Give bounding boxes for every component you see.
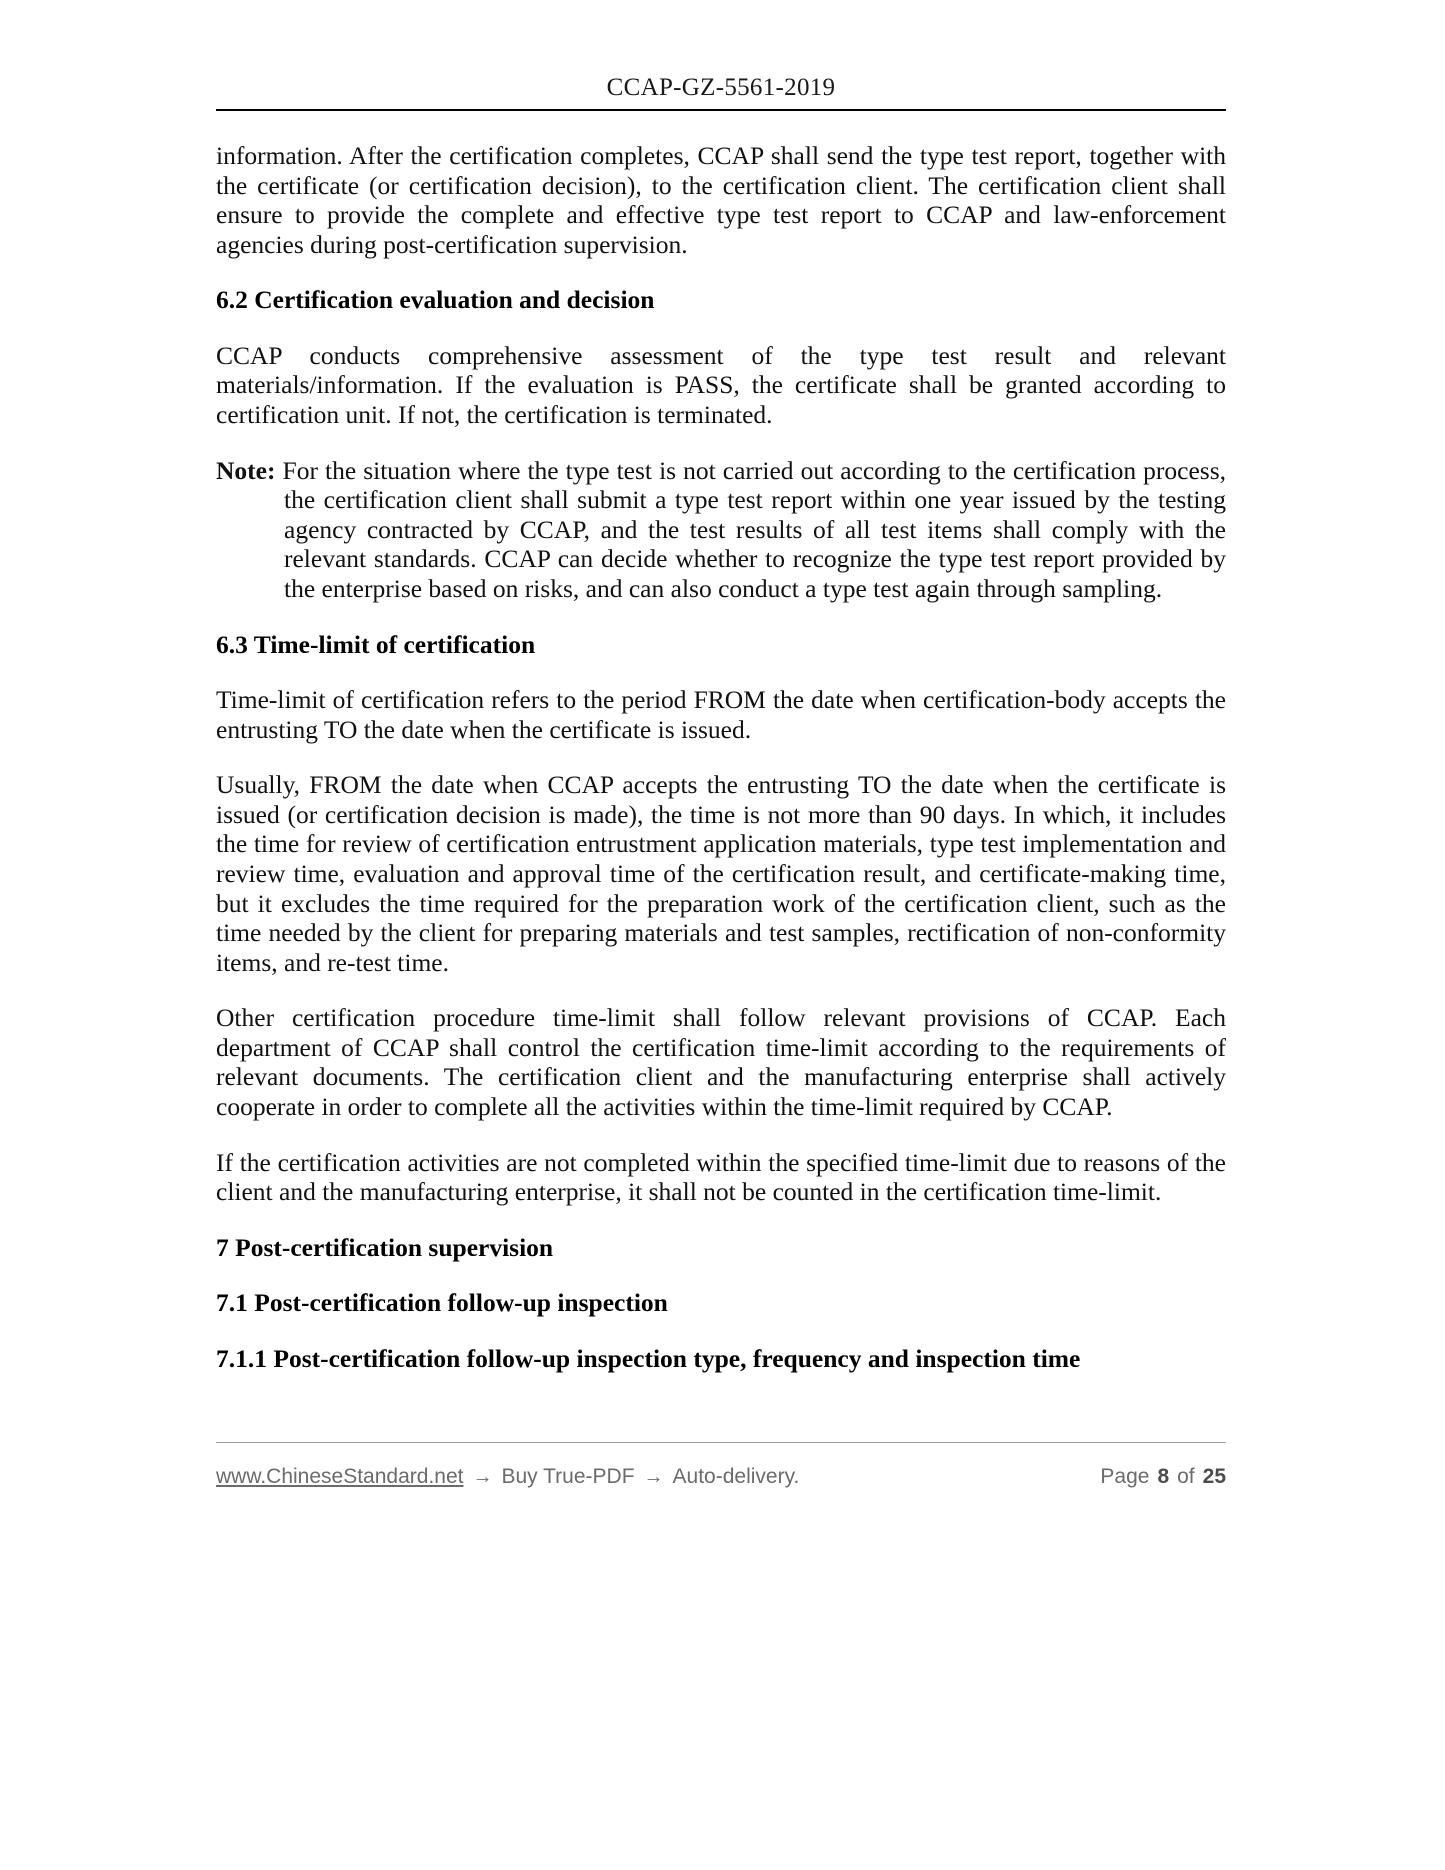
note-label: Note: (216, 455, 276, 485)
delivery-label: Auto-delivery. (672, 1465, 800, 1488)
of-label: of (1177, 1465, 1195, 1488)
paragraph-6-3-c: Other certification procedure time-limit shall follow relevant provisions of CCAP. Each department of CCAP shall control the certification time-limit according to the requirements of relevant documents. The certification client and the manufacturing enterprise shall actively cooperate in order to complete all the activities within the time-limit required by CCAP. (216, 1003, 1226, 1122)
paragraph-6-2: CCAP conducts comprehensive assessment of the type test result and relevant materials/information. If the evaluation is PASS, the certificate shall be granted according to certification unit. If not, the certification is terminated. (216, 340, 1226, 430)
buy-label: Buy True-PDF (501, 1465, 635, 1488)
paragraph-6-3-b: Usually, FROM the date when CCAP accepts the entrusting TO the date when the certificate is issued (or certification decision is made), the time is not more than 90 days. In which, it includes the time for review of certification entrustment application materials, type test implementation and review time, evaluation and approval time of the certification result, and certificate-making time, but it excludes the time required for the preparation work of the certification client, such as the time needed by the client for preparing materials and test samples, rectification of non-conformity items, and re-test time. (216, 770, 1226, 977)
document-code: CCAP-GZ-5561-2019 (606, 74, 836, 101)
header-divider (216, 109, 1226, 111)
document-header (216, 74, 1226, 107)
heading-7-1: 7.1 Post-certification follow-up inspection (216, 1288, 668, 1318)
page-footer (216, 1442, 1226, 1489)
heading-6-2: 6.2 Certification evaluation and decision (216, 285, 655, 315)
total-page-number: 25 (1202, 1465, 1226, 1488)
paragraph-6-3-a: Time-limit of certification refers to the period FROM the date when certification-body accepts the entrusting TO the date when the certificate is issued. (216, 685, 1226, 744)
page-content (216, 74, 1226, 1400)
arrow-right-icon: → (472, 1466, 493, 1488)
footer-divider (216, 1442, 1226, 1443)
heading-7-1-1: 7.1.1 Post-certification follow-up inspection type, frequency and inspection time (216, 1343, 1081, 1373)
footer-row (216, 1465, 1226, 1489)
arrow-right-icon-2: → (643, 1466, 664, 1488)
footer-promo (216, 1465, 799, 1489)
page-label: Page (1100, 1465, 1150, 1488)
note-text: For the situation where the type test is not carried out according to the certification process, the certification client shall submit a type test report within one year issued by the testing agency contracted by CCAP, and the test results of all test items shall comply with the relevant standards. CCAP can decide whether to recognize the type test report provided by the enterprise based on risks, and can also conduct a type test again through sampling. (275, 455, 1226, 603)
note-block (216, 456, 1226, 604)
website-link[interactable]: www.ChineseStandard.net (216, 1465, 464, 1488)
page-indicator (1100, 1465, 1226, 1489)
heading-7: 7 Post-certification supervision (216, 1232, 554, 1262)
paragraph-continued: information. After the certification completes, CCAP shall send the type test report, together with the certificate (or certification decision), to the certification client. The certification client shall ensure to provide the complete and effective type test report to CCAP and law-enforcement agencies during post-certification supervision. (216, 141, 1226, 259)
paragraph-6-3-d: If the certification activities are not completed within the specified time-limit due to reasons of the client and the manufacturing enterprise, it shall not be counted in the certification time-limit. (216, 1147, 1226, 1207)
current-page-number: 8 (1157, 1465, 1170, 1488)
heading-6-3: 6.3 Time-limit of certification (216, 629, 536, 659)
